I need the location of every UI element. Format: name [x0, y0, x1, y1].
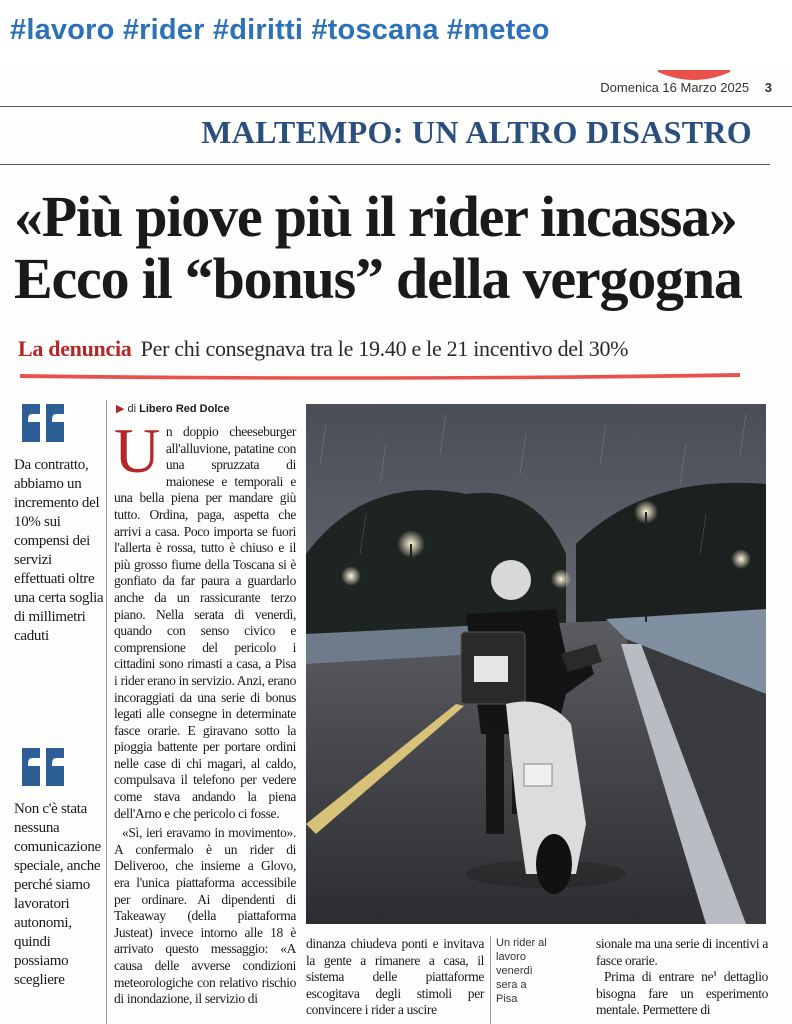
newspaper-clipping — [0, 68, 792, 1024]
column-divider — [490, 936, 491, 1024]
subhead-text: Per chi consegnava tra le 19.40 e le 21 incentivo del 30% — [140, 336, 629, 361]
article-continuation: dinanza chiudeva ponti e invitava la gente a rimanere a casa, il sistema delle piattaforme escogitava degli stimoli per convincere i rider a uscire — [306, 936, 484, 1018]
pull-quote-2 — [14, 744, 104, 990]
quote-icon — [18, 744, 70, 790]
headline — [14, 186, 784, 310]
headline-line-1: «Più piove più il rider incassa» — [14, 184, 737, 249]
page-number: 3 — [764, 80, 772, 95]
paragraph: Prima di entrare nel dettaglio bisogna fare un esperimento mentale. Permettere di — [596, 969, 768, 1018]
quote-icon — [18, 400, 70, 446]
date: Domenica 16 Marzo 2025 — [600, 80, 750, 95]
red-underline — [20, 370, 740, 380]
section-title: MALTEMPO: UN ALTRO DISASTRO — [201, 114, 752, 150]
byline: ▶ di Libero Red Dolce — [116, 403, 230, 415]
rider-photo — [306, 404, 766, 924]
byline-author: Libero Red Dolce — [139, 403, 230, 415]
paragraph: Un doppio cheeseburger all'alluvione, patatine con una spruzzata di maionese e temporali e una bella piena per mandare giù tutto. Ordina, paga, aspetta che arrivi a casa. Poco importa se fuori l'allerta è rossa, tutto è chiuso e il più grosso fiume della Toscana si è gonfiato da far paura a guardarlo anche da un rassicurante terzo piano. Nella serata di venerdì, quando con senso civico e comprensione del pericolo i cittadini sono rimasti a casa, a Pisa i rider erano in servizio. Anzi, erano incoraggiati da una serie di bonus legati alle consegne in determinate fasce orarie. E giravano sotto la pioggia battente per portare ordini nelle case di chi magari, al caldo, compulsava il telefono per vedere come stava andando la piena dell'Arno e che pericolo ci fosse. — [114, 415, 296, 821]
quote-text: Non c'è stata nessuna comunicazione speciale, anche perché siamo lavoratori autonomi, quindi possiamo scegliere — [14, 801, 101, 988]
article-body — [114, 415, 296, 1011]
quote-text: Da contratto, abbiamo un incremento del 10% sui compensi dei servizi effettuati oltre una certa soglia di millimetri caduti — [14, 457, 104, 644]
divider — [0, 164, 770, 165]
divider — [0, 106, 792, 107]
hashtags: #lavoro #rider #diritti #toscana #meteo — [10, 14, 550, 46]
paragraph: «Sì, ieri eravamo in movimento». A confermalo è un rider di Deliveroo, che insieme a Glovo, era l'unica piattaforma accessibile per ordinare. Ai dipendenti di Takeaway (della piattaforma Justeat) invece intorno alle 18 è arrivato questo messaggio: «A causa delle avverse condizioni meteorologiche con relativo rischio di inondazione, il servizio di — [114, 825, 296, 1007]
pull-quote-1 — [14, 400, 104, 646]
headline-line-2: Ecco il “bonus” della vergogna — [14, 246, 742, 311]
paragraph: sionale ma una serie di incentivi a fasce orarie. — [596, 936, 768, 968]
article-continuation-2 — [596, 936, 768, 1019]
byline-prefix: di — [127, 403, 137, 415]
dropcap: U — [114, 415, 160, 486]
column-divider — [106, 400, 107, 1024]
kicker: La denuncia — [18, 336, 132, 361]
photo-caption: Un rider al lavoro venerdì sera a Pisa — [496, 937, 547, 1005]
dateline — [600, 80, 772, 95]
subhead — [18, 336, 628, 362]
chevron-right-icon[interactable] — [700, 948, 740, 988]
